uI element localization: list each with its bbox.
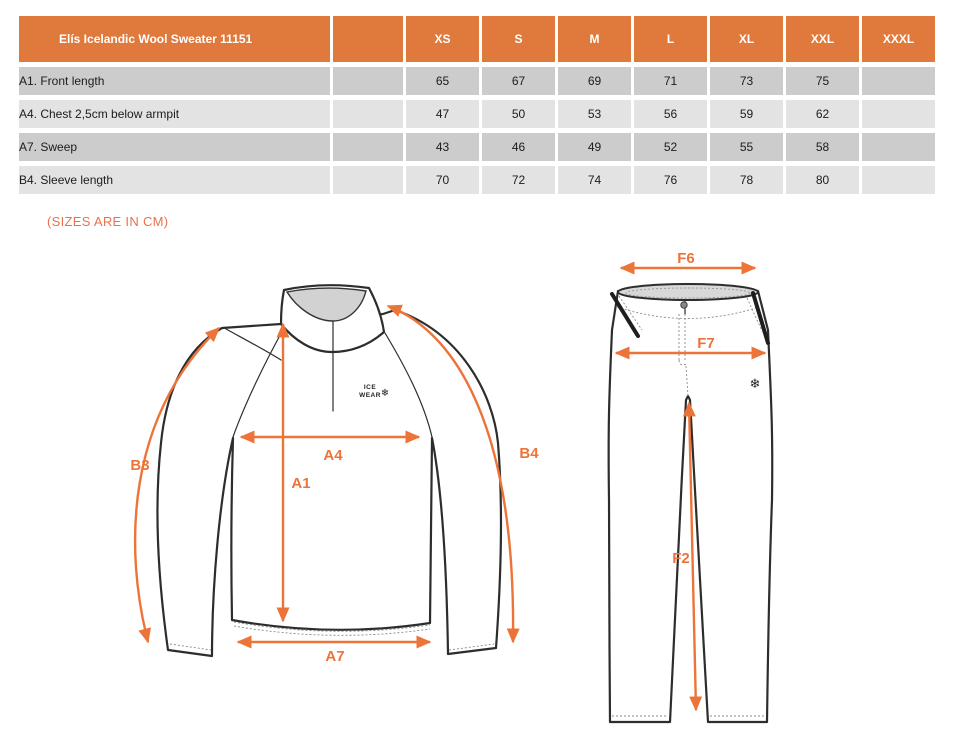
measure-label-b3: B3: [130, 457, 150, 474]
value-cell: 46: [482, 133, 555, 161]
size-header-xl: XL: [710, 16, 783, 62]
pants-diagram: [585, 248, 790, 743]
blank-cell: [333, 100, 403, 128]
row-label-cell: B4. Sleeve length: [19, 166, 330, 194]
value-cell: 55: [710, 133, 783, 161]
row-label-cell: A7. Sweep: [19, 133, 330, 161]
blank-cell: [333, 166, 403, 194]
value-cell: 71: [634, 67, 707, 95]
value-cell: 80: [786, 166, 859, 194]
sweater-body-outline: [157, 310, 501, 656]
measurement-row-a4: [19, 100, 935, 128]
blank-cell: [333, 67, 403, 95]
value-cell: 49: [558, 133, 631, 161]
value-cell: [862, 100, 935, 128]
logo-text-ice: ICE: [363, 384, 377, 391]
measure-label-a4: A4: [323, 447, 343, 464]
measurement-row-a7: [19, 133, 935, 161]
value-cell: 58: [786, 133, 859, 161]
blank-header-cell: [333, 16, 403, 62]
value-cell: [862, 166, 935, 194]
size-header-l: L: [634, 16, 707, 62]
size-header-s: S: [482, 16, 555, 62]
measure-label-b4: B4: [519, 445, 539, 462]
value-cell: 43: [406, 133, 479, 161]
product-name-header: Elís Icelandic Wool Sweater 11151: [19, 16, 330, 62]
value-cell: 56: [634, 100, 707, 128]
size-header-xs: XS: [406, 16, 479, 62]
waistband-top: [618, 284, 758, 300]
value-cell: 72: [482, 166, 555, 194]
row-label-cell: A1. Front length: [19, 67, 330, 95]
value-cell: 65: [406, 67, 479, 95]
snowflake-icon: ❄: [380, 388, 390, 399]
value-cell: 76: [634, 166, 707, 194]
value-cell: [862, 133, 935, 161]
measure-label-f7: F7: [697, 335, 715, 352]
value-cell: 74: [558, 166, 631, 194]
size-header-xxxl: XXXL: [862, 16, 935, 62]
snowflake-icon: ❄: [749, 376, 761, 391]
measure-label-f2: F2: [672, 550, 690, 567]
table-header-row: [19, 16, 935, 62]
units-note: (SIZES ARE IN CM): [47, 214, 169, 229]
waist-button: [681, 302, 687, 308]
measure-label-a1: A1: [291, 475, 311, 492]
value-cell: 59: [710, 100, 783, 128]
value-cell: 52: [634, 133, 707, 161]
blank-cell: [333, 133, 403, 161]
measurement-row-a1: [19, 67, 935, 95]
value-cell: 73: [710, 67, 783, 95]
measure-label-a7: A7: [325, 648, 345, 665]
value-cell: [862, 67, 935, 95]
value-cell: 78: [710, 166, 783, 194]
value-cell: 69: [558, 67, 631, 95]
value-cell: 75: [786, 67, 859, 95]
value-cell: 67: [482, 67, 555, 95]
size-header-xxl: XXL: [786, 16, 859, 62]
size-header-m: M: [558, 16, 631, 62]
measurement-row-b4: [19, 166, 935, 194]
size-table: [16, 11, 938, 199]
value-cell: 53: [558, 100, 631, 128]
measure-label-f6: F6: [677, 250, 695, 267]
value-cell: 62: [786, 100, 859, 128]
logo-text-wear: WEAR: [359, 392, 381, 399]
value-cell: 70: [406, 166, 479, 194]
value-cell: 47: [406, 100, 479, 128]
row-label-cell: A4. Chest 2,5cm below armpit: [19, 100, 330, 128]
value-cell: 50: [482, 100, 555, 128]
sweater-diagram: [100, 248, 560, 678]
